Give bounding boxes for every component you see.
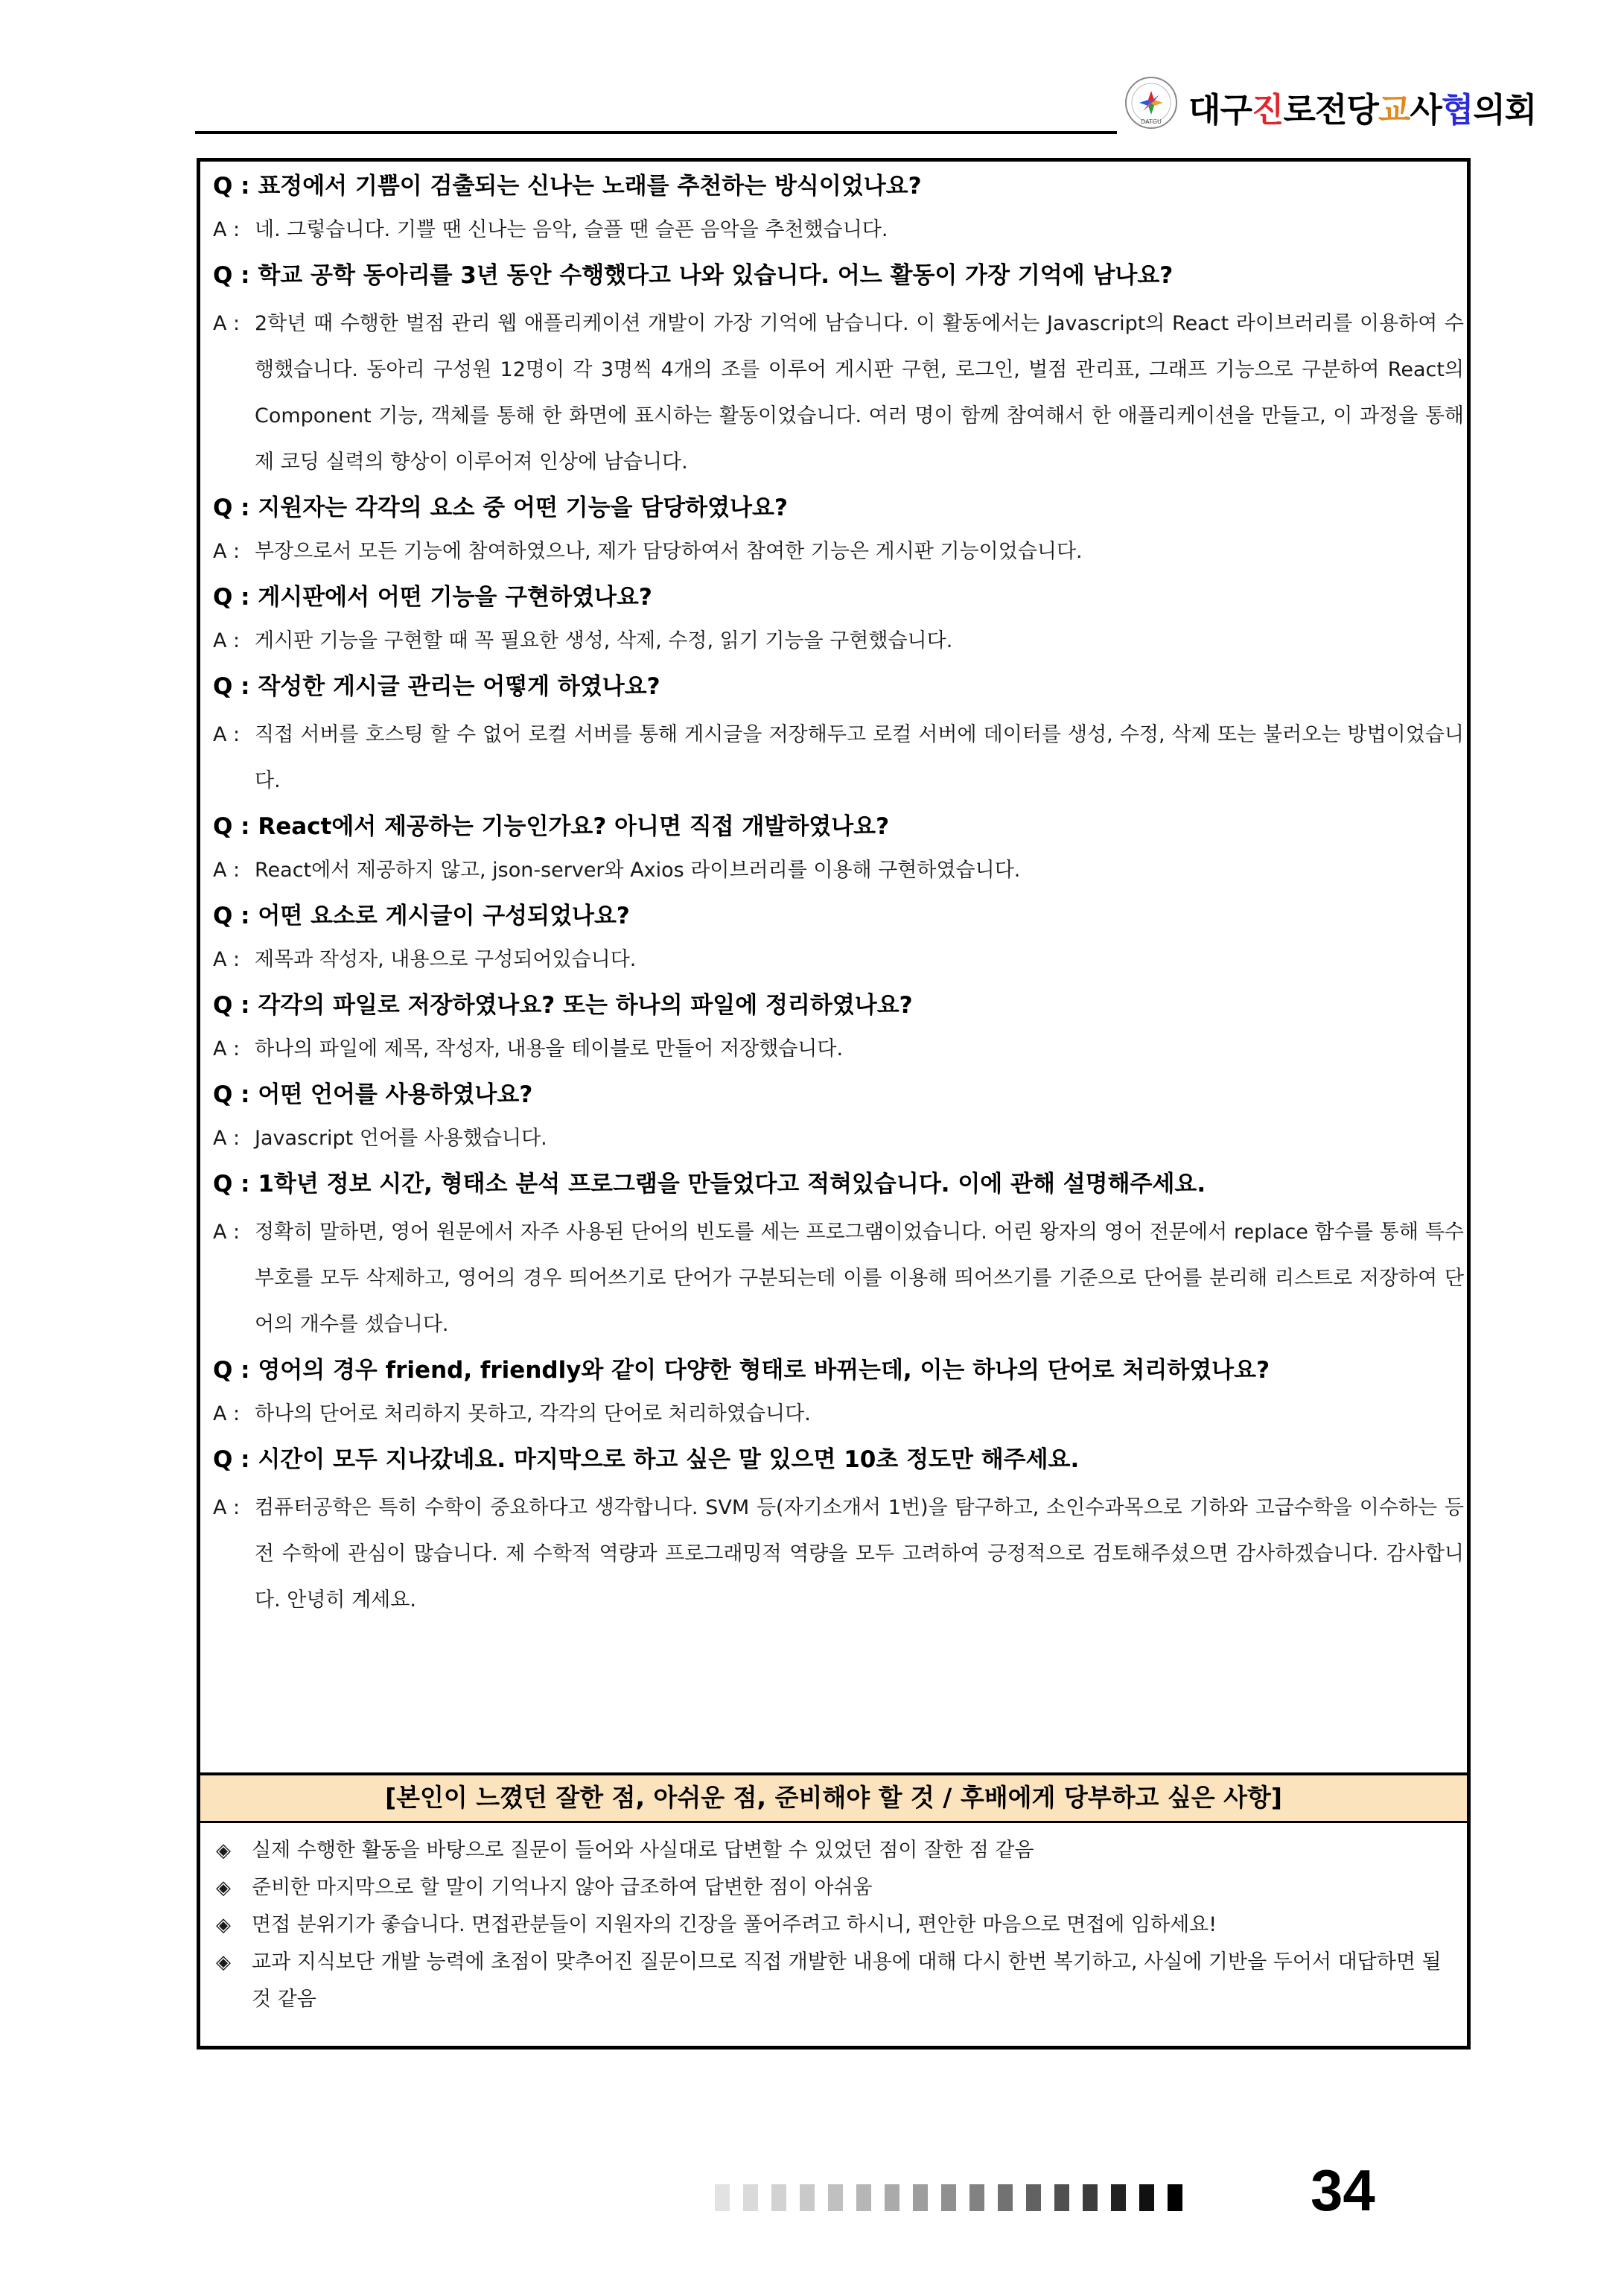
- answer-prefix: A :: [213, 540, 241, 563]
- tip-item: [216, 1869, 1459, 1907]
- answer-prefix: A :: [213, 1496, 241, 1519]
- footer-bar: [941, 2184, 956, 2211]
- footer-bar: [715, 2184, 730, 2211]
- answer-prefix: A :: [213, 859, 241, 882]
- qa-item: [213, 670, 1464, 804]
- answer-text: 부장으로서 모든 기능에 참여하였으나, 제가 담당하여서 참여한 기능은 게시판 기능이었습니다.: [255, 540, 1083, 563]
- answer: [213, 941, 1464, 979]
- answer-text: 제목과 작성자, 내용으로 구성되어있습니다.: [255, 948, 637, 971]
- question: Q : 시간이 모두 지나갔네요. 마지막으로 하고 싶은 말 있으면 10초 정도만 해주세요.: [213, 1446, 1080, 1473]
- answer-text: 하나의 단어로 처리하지 못하고, 각각의 단어로 처리하였습니다.: [255, 1402, 811, 1425]
- footer-bar: [1054, 2184, 1069, 2211]
- qa-item: [213, 1443, 1464, 1624]
- answer-text: 하나의 파일에 제목, 작성자, 내용을 테이블로 만들어 저장했습니다.: [255, 1037, 844, 1060]
- answer: [213, 533, 1464, 570]
- answer-prefix: A :: [213, 1402, 241, 1425]
- org-name-part: 사: [1410, 90, 1442, 130]
- footer-bar: [913, 2184, 928, 2211]
- footer-bar: [885, 2184, 899, 2211]
- qa-item: [213, 810, 1464, 889]
- logo-label: DATGU: [1141, 118, 1162, 125]
- organization-name: [1188, 88, 1536, 133]
- footer-bar: [1168, 2184, 1182, 2211]
- organization-logo: [1123, 74, 1179, 131]
- answer-text: 게시판 기능을 구현할 때 꼭 필요한 생성, 삭제, 수정, 읽기 기능을 구현했습니다.: [255, 629, 953, 652]
- answer: [213, 623, 1464, 660]
- answer-text: React에서 제공하지 않고, json-server와 Axios 라이브러리를 이용해 구현하였습니다.: [255, 859, 1021, 882]
- diamond-bullet-icon: ◈: [216, 1914, 231, 1936]
- answer-prefix: A :: [213, 312, 241, 335]
- question: Q : 1학년 정보 시간, 형태소 분석 프로그램을 만들었다고 적혀있습니다. 이에 관해 설명해주세요.: [213, 1171, 1206, 1198]
- answer-prefix: A :: [213, 1037, 241, 1060]
- tip-text: 면접 분위기가 좋습니다. 면접관분들이 지원자의 긴장을 풀어주려고 하시니, 편안한 마음으로 면접에 임하세요!: [252, 1913, 1217, 1936]
- org-name-part: 로전당: [1283, 90, 1378, 130]
- footer-bar: [771, 2184, 786, 2211]
- tip-text: 준비한 마지막으로 할 말이 기억나지 않아 급조하여 답변한 점이 아쉬움: [252, 1876, 873, 1899]
- footer-bar: [969, 2184, 984, 2211]
- question: Q : 표정에서 기쁨이 검출되는 신나는 노래를 추천하는 방식이었나요?: [213, 173, 922, 200]
- answer-text: 컴퓨터공학은 특히 수학이 중요하다고 생각합니다. SVM 등(자기소개서 1번)을 탐구하고, 소인수과목으로 기하와 고급수학을 이수하는 등 전 수학에 관심이 많습니다. 제 수학적 역량과 프로그래밍적 역량을 모두 고려하여 긍정적으로 검토해주셨으면 감사하겠습니다. 감사합니다. 안녕히 계세요.: [255, 1496, 1464, 1612]
- qa-list: [213, 170, 1464, 1629]
- question: Q : 각각의 파일로 저장하였나요? 또는 하나의 파일에 정리하였나요?: [213, 992, 913, 1019]
- footer-bar: [1026, 2184, 1041, 2211]
- question: Q : 어떤 요소로 게시글이 구성되었나요?: [213, 903, 630, 929]
- question: Q : 어떤 언어를 사용하였나요?: [213, 1081, 533, 1108]
- question: Q : 학교 공학 동아리를 3년 동안 수행했다고 나와 있습니다. 어느 활동이 가장 기억에 남나요?: [213, 262, 1174, 289]
- header-rule: [195, 131, 1117, 134]
- footer-bar: [800, 2184, 815, 2211]
- qa-item: [213, 170, 1464, 249]
- footer-bar: [856, 2184, 871, 2211]
- answer-prefix: A :: [213, 629, 241, 652]
- answer-text: 2학년 때 수행한 벌점 관리 웹 애플리케이션 개발이 가장 기억에 남습니다. 이 활동에서는 Javascript의 React 라이브러리를 이용하여 수행했습니다. 동아리 구성원 12명이 각 3명씩 4개의 조를 이루어 게시판 구현, 로그인, 벌점 관리표, 그래프 기능으로 구분하여 React의 Component 기능, 객체를 통해 한 화면에 표시하는 활동이었습니다. 여러 명이 함께 참여해서 한 애플리케이션을 만들고, 이 과정을 통해 제 코딩 실력의 향상이 이루어져 인상에 남습니다.: [255, 312, 1464, 474]
- tip-text: 교과 지식보단 개발 능력에 초점이 맞추어진 질문이므로 직접 개발한 내용에 대해 다시 한번 복기하고, 사실에 기반을 두어서 대답하면 될 것 같음: [252, 1950, 1442, 2011]
- footer-bar: [1139, 2184, 1154, 2211]
- qa-item: [213, 1078, 1464, 1157]
- org-name-part: 진: [1251, 90, 1284, 130]
- tip-item: [216, 1907, 1459, 1944]
- diamond-bullet-icon: ◈: [216, 1951, 231, 1974]
- org-name-part: 협: [1441, 90, 1474, 130]
- answer-text: Javascript 언어를 사용했습니다.: [255, 1127, 547, 1150]
- answer: [213, 1485, 1464, 1624]
- section-title: [본인이 느꼈던 잘한 점, 아쉬운 점, 준비해야 할 것 / 후배에게 당부하고 싶은 사항]: [200, 1772, 1467, 1823]
- qa-item: [213, 581, 1464, 660]
- footer-bar: [743, 2184, 758, 2211]
- footer-bar: [828, 2184, 843, 2211]
- footer-bar: [1111, 2184, 1126, 2211]
- answer-prefix: A :: [213, 723, 241, 746]
- page-number: 34: [1311, 2157, 1375, 2223]
- question: Q : 지원자는 각각의 요소 중 어떤 기능을 담당하였나요?: [213, 495, 788, 521]
- answer-text: 정확히 말하면, 영어 원문에서 자주 사용된 단어의 빈도를 세는 프로그램이었습니다. 어린 왕자의 영어 전문에서 replace 함수를 통해 특수부호를 모두 삭제하고, 영어의 경우 띄어쓰기로 단어가 구분되는데 이를 이용해 띄어쓰기를 기준으로 단어를 분리해 리스트로 저장하여 단어의 개수를 셌습니다.: [255, 1221, 1464, 1336]
- answer-text: 직접 서버를 호스팅 할 수 없어 로컬 서버를 통해 게시글을 저장해두고 로컬 서버에 데이터를 생성, 수정, 삭제 또는 불러오는 방법이었습니다.: [255, 723, 1464, 792]
- qa-item: [213, 259, 1464, 486]
- answer: [213, 1209, 1464, 1348]
- qa-item: [213, 492, 1464, 570]
- answer: [213, 852, 1464, 889]
- answer: [213, 301, 1464, 486]
- org-name-part: 교: [1378, 90, 1410, 130]
- diamond-bullet-icon: ◈: [216, 1877, 231, 1899]
- answer: [213, 1120, 1464, 1157]
- question: Q : 게시판에서 어떤 기능을 구현하였나요?: [213, 584, 652, 611]
- answer-prefix: A :: [213, 218, 241, 241]
- footer-gradient-bars: [715, 2178, 1182, 2211]
- answer: [213, 1031, 1464, 1068]
- tips-list: [216, 1832, 1459, 2018]
- qa-item: [213, 1354, 1464, 1433]
- answer: [213, 712, 1464, 804]
- answer: [213, 212, 1464, 249]
- diamond-bullet-icon: ◈: [216, 1839, 231, 1862]
- answer-prefix: A :: [213, 948, 241, 971]
- qa-item: [213, 989, 1464, 1068]
- footer-bar: [1083, 2184, 1098, 2211]
- answer-prefix: A :: [213, 1127, 241, 1150]
- qa-item: [213, 1168, 1464, 1348]
- answer-prefix: A :: [213, 1221, 241, 1244]
- footer-bar: [998, 2184, 1013, 2211]
- question: Q : React에서 제공하는 기능인가요? 아니면 직접 개발하였나요?: [213, 813, 890, 840]
- org-name-part: 대구: [1188, 90, 1252, 130]
- question: Q : 작성한 게시글 관리는 어떻게 하였나요?: [213, 673, 660, 700]
- answer-text: 네. 그렇습니다. 기쁠 땐 신나는 음악, 슬플 땐 슬픈 음악을 추천했습니다.: [255, 218, 888, 241]
- answer: [213, 1396, 1464, 1433]
- tip-text: 실제 수행한 활동을 바탕으로 질문이 들어와 사실대로 답변할 수 있었던 점이 잘한 점 같음: [252, 1839, 1034, 1862]
- tip-item: [216, 1944, 1459, 2018]
- qa-item: [213, 900, 1464, 979]
- tip-item: [216, 1832, 1459, 1869]
- question: Q : 영어의 경우 friend, friendly와 같이 다양한 형태로 바뀌는데, 이는 하나의 단어로 처리하였나요?: [213, 1357, 1270, 1384]
- org-name-part: 의회: [1473, 90, 1537, 130]
